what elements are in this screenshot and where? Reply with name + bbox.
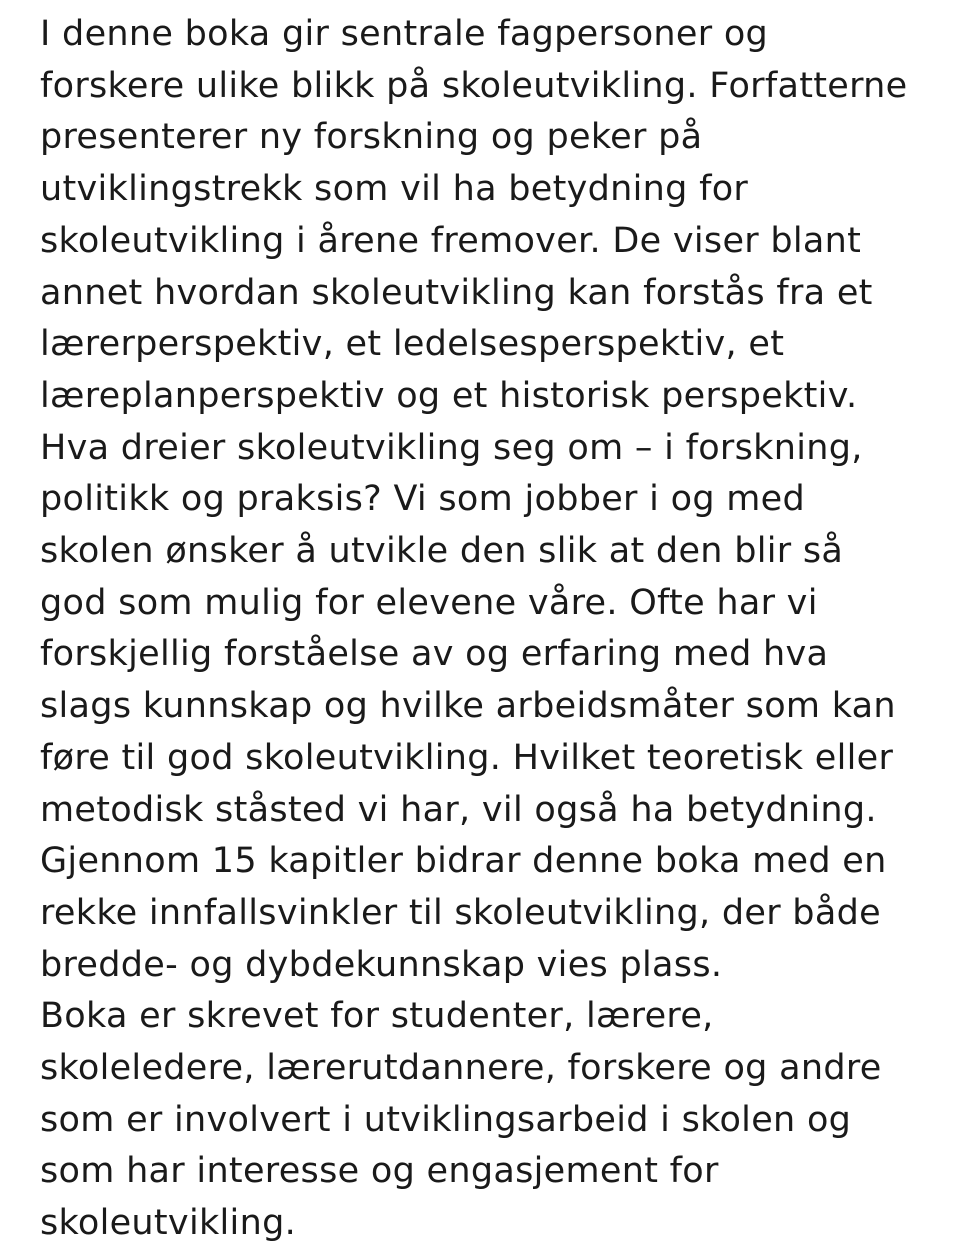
text-line: skolen ønsker å utvikle den slik at den blir så (40, 531, 844, 572)
text-line: presenterer ny forskning og peker på (40, 117, 703, 158)
text-line: Boka er skrevet for studenter, lærere, (40, 996, 714, 1037)
text-line: slags kunnskap og hvilke arbeidsmåter som kan (40, 686, 896, 727)
text-line: rekke innfallsvinkler til skoleutvikling, der både (40, 892, 881, 933)
book-description-text (40, 9, 940, 1250)
text-line: bredde- og dybdekunnskap vies plass. (40, 944, 723, 985)
text-line: god som mulig for elevene våre. Ofte har vi (40, 582, 818, 623)
text-line: skoleutvikling. (40, 1203, 297, 1244)
text-line: læreplanperspektiv og et historisk perspektiv. (40, 375, 858, 416)
text-line: Gjennom 15 kapitler bidrar denne boka med en (40, 841, 887, 882)
text-line: Hva dreier skoleutvikling seg om – i forskning, (40, 427, 863, 468)
text-line: forskjellig forståelse av og erfaring med hva (40, 634, 829, 675)
text-line: politikk og praksis? Vi som jobber i og med (40, 479, 806, 520)
text-line: føre til god skoleutvikling. Hvilket teoretisk eller (40, 737, 894, 778)
text-line: metodisk ståsted vi har, vil også ha betydning. (40, 789, 877, 830)
text-line: I denne boka gir sentrale fagpersoner og (40, 14, 769, 54)
text-line: skoleledere, lærerutdannere, forskere og andre (40, 1048, 882, 1089)
text-line: utviklingstrekk som vil ha betydning for (40, 169, 749, 210)
text-line: annet hvordan skoleutvikling kan forstås fra et (40, 272, 873, 313)
text-line: lærerperspektiv, et ledelsesperspektiv, et (40, 324, 785, 365)
text-line: forskere ulike blikk på skoleutvikling. Forfatterne (40, 65, 908, 106)
text-line: skoleutvikling i årene fremover. De viser blant (40, 220, 862, 261)
text-line: som har interesse og engasjement for (40, 1151, 719, 1192)
text-line: som er involvert i utviklingsarbeid i skolen og (40, 1099, 852, 1140)
